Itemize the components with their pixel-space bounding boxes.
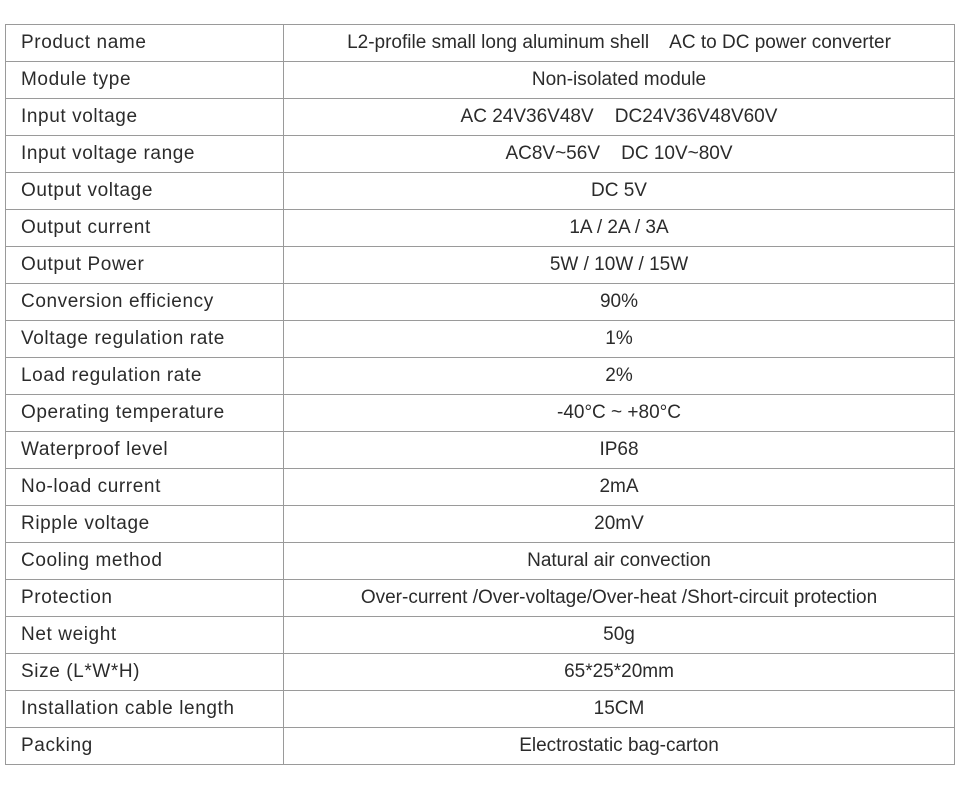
table-row-output-power (6, 247, 955, 284)
row-label: Waterproof level (6, 432, 284, 469)
row-label: Ripple voltage (6, 506, 284, 543)
row-label: Operating temperature (6, 395, 284, 432)
table-row-load-regulation-rate (6, 358, 955, 395)
row-label: Net weight (6, 617, 284, 654)
row-value: IP68 (284, 432, 955, 469)
row-value: 1% (284, 321, 955, 358)
row-value: Over-current /Over-voltage/Over-heat /Short-circuit protection (284, 580, 955, 617)
table-row-operating-temperature (6, 395, 955, 432)
row-value: 5W / 10W / 15W (284, 247, 955, 284)
row-label: Output Power (6, 247, 284, 284)
spec-table-body (6, 25, 955, 765)
row-value: AC8V~56V DC 10V~80V (284, 136, 955, 173)
row-label: Installation cable length (6, 691, 284, 728)
row-value: -40°C ~ +80°C (284, 395, 955, 432)
row-label: Cooling method (6, 543, 284, 580)
row-value: Electrostatic bag-carton (284, 728, 955, 765)
row-value: AC 24V36V48V DC24V36V48V60V (284, 99, 955, 136)
row-value: 65*25*20mm (284, 654, 955, 691)
row-value: 15CM (284, 691, 955, 728)
table-row-size (6, 654, 955, 691)
row-value: Natural air convection (284, 543, 955, 580)
table-row-no-load-current (6, 469, 955, 506)
table-row-voltage-regulation-rate (6, 321, 955, 358)
row-value: 1A / 2A / 3A (284, 210, 955, 247)
row-label: Output current (6, 210, 284, 247)
row-value: 2mA (284, 469, 955, 506)
row-value: DC 5V (284, 173, 955, 210)
table-row-module-type (6, 62, 955, 99)
table-row-conversion-efficiency (6, 284, 955, 321)
row-label: Packing (6, 728, 284, 765)
table-row-ripple-voltage (6, 506, 955, 543)
table-row-product-name (6, 25, 955, 62)
row-value: 2% (284, 358, 955, 395)
table-row-installation-cable-length (6, 691, 955, 728)
table-row-protection (6, 580, 955, 617)
row-label: Input voltage (6, 99, 284, 136)
row-label: Load regulation rate (6, 358, 284, 395)
row-label: Module type (6, 62, 284, 99)
table-row-net-weight (6, 617, 955, 654)
row-label: Input voltage range (6, 136, 284, 173)
table-row-input-voltage (6, 99, 955, 136)
row-label: Product name (6, 25, 284, 62)
row-label: No-load current (6, 469, 284, 506)
row-label: Voltage regulation rate (6, 321, 284, 358)
row-value: 20mV (284, 506, 955, 543)
row-value: 90% (284, 284, 955, 321)
row-label: Protection (6, 580, 284, 617)
table-row-cooling-method (6, 543, 955, 580)
table-row-output-current (6, 210, 955, 247)
table-row-input-voltage-range (6, 136, 955, 173)
table-row-packing (6, 728, 955, 765)
row-label: Size (L*W*H) (6, 654, 284, 691)
spec-table (5, 24, 955, 765)
row-value: 50g (284, 617, 955, 654)
row-label: Output voltage (6, 173, 284, 210)
table-row-output-voltage (6, 173, 955, 210)
row-value: L2-profile small long aluminum shell AC to DC power converter (284, 25, 955, 62)
row-value: Non-isolated module (284, 62, 955, 99)
row-label: Conversion efficiency (6, 284, 284, 321)
table-row-waterproof-level (6, 432, 955, 469)
